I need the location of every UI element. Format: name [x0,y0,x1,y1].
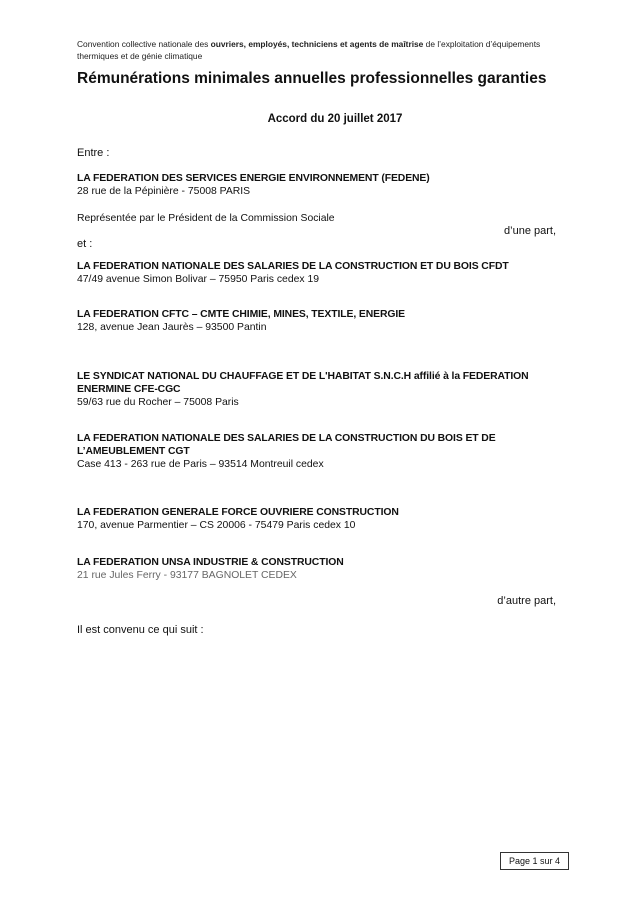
header-text-bold: ouvriers, employés, techniciens et agents de maîtrise [210,39,424,49]
union-name: LA FEDERATION UNSA INDUSTRIE & CONSTRUCTION [77,557,344,568]
document-header [77,38,577,62]
header-text-suffix: de l’exploitation d’équipements thermiques et de génie climatique [77,39,541,61]
convenu-label: Il est convenu ce qui suit : [77,624,204,636]
union-name: LA FEDERATION NATIONALE DES SALARIES DE LA CONSTRUCTION ET DU BOIS CFDT [77,261,509,272]
employer-name: LA FEDERATION DES SERVICES ENERGIE ENVIRONNEMENT (FEDENE) [77,173,430,184]
union-address: 128, avenue Jean Jaurès – 93500 Pantin [77,322,267,333]
union-name: LA FEDERATION GENERALE FORCE OUVRIERE CONSTRUCTION [77,507,399,518]
une-part-label: d’une part, [504,225,556,237]
union-name-line2: L’AMEUBLEMENT CGT [77,446,190,457]
page-title: Rémunérations minimales annuelles professionnelles garanties [77,70,547,87]
union-name: LA FEDERATION CFTC – CMTE CHIMIE, MINES, TEXTILE, ENERGIE [77,309,405,320]
employer-address: 28 rue de la Pépinière - 75008 PARIS [77,186,251,197]
union-address: 47/49 avenue Simon Bolivar – 75950 Paris cedex 19 [77,274,320,285]
union-address: 170, avenue Parmentier – CS 20006 - 75479 Paris cedex 10 [77,520,356,531]
entre-label: Entre : [77,147,110,159]
union-address: Case 413 - 263 rue de Paris – 93514 Montreuil cedex [77,459,324,470]
union-address: 59/63 rue du Rocher – 75008 Paris [77,397,239,408]
et-label: et : [77,238,93,250]
union-name-line2: ENERMINE CFE-CGC [77,384,181,395]
page-number: Page 1 sur 4 [508,856,561,866]
header-text-prefix: Convention collective nationale des [77,39,211,49]
accord-date: Accord du 20 juillet 2017 [267,113,403,125]
autre-part-label: d’autre part, [497,595,556,607]
union-name: LA FEDERATION NATIONALE DES SALARIES DE LA CONSTRUCTION DU BOIS ET DE [77,433,496,444]
union-address: 21 rue Jules Ferry - 93177 BAGNOLET CEDEX [77,570,297,581]
employer-represented: Représentée par le Président de la Commission Sociale [77,213,335,224]
page-number-box [500,852,569,870]
union-name: LE SYNDICAT NATIONAL DU CHAUFFAGE ET DE L'HABITAT S.N.C.H affilié à la FEDERATION [77,371,529,382]
